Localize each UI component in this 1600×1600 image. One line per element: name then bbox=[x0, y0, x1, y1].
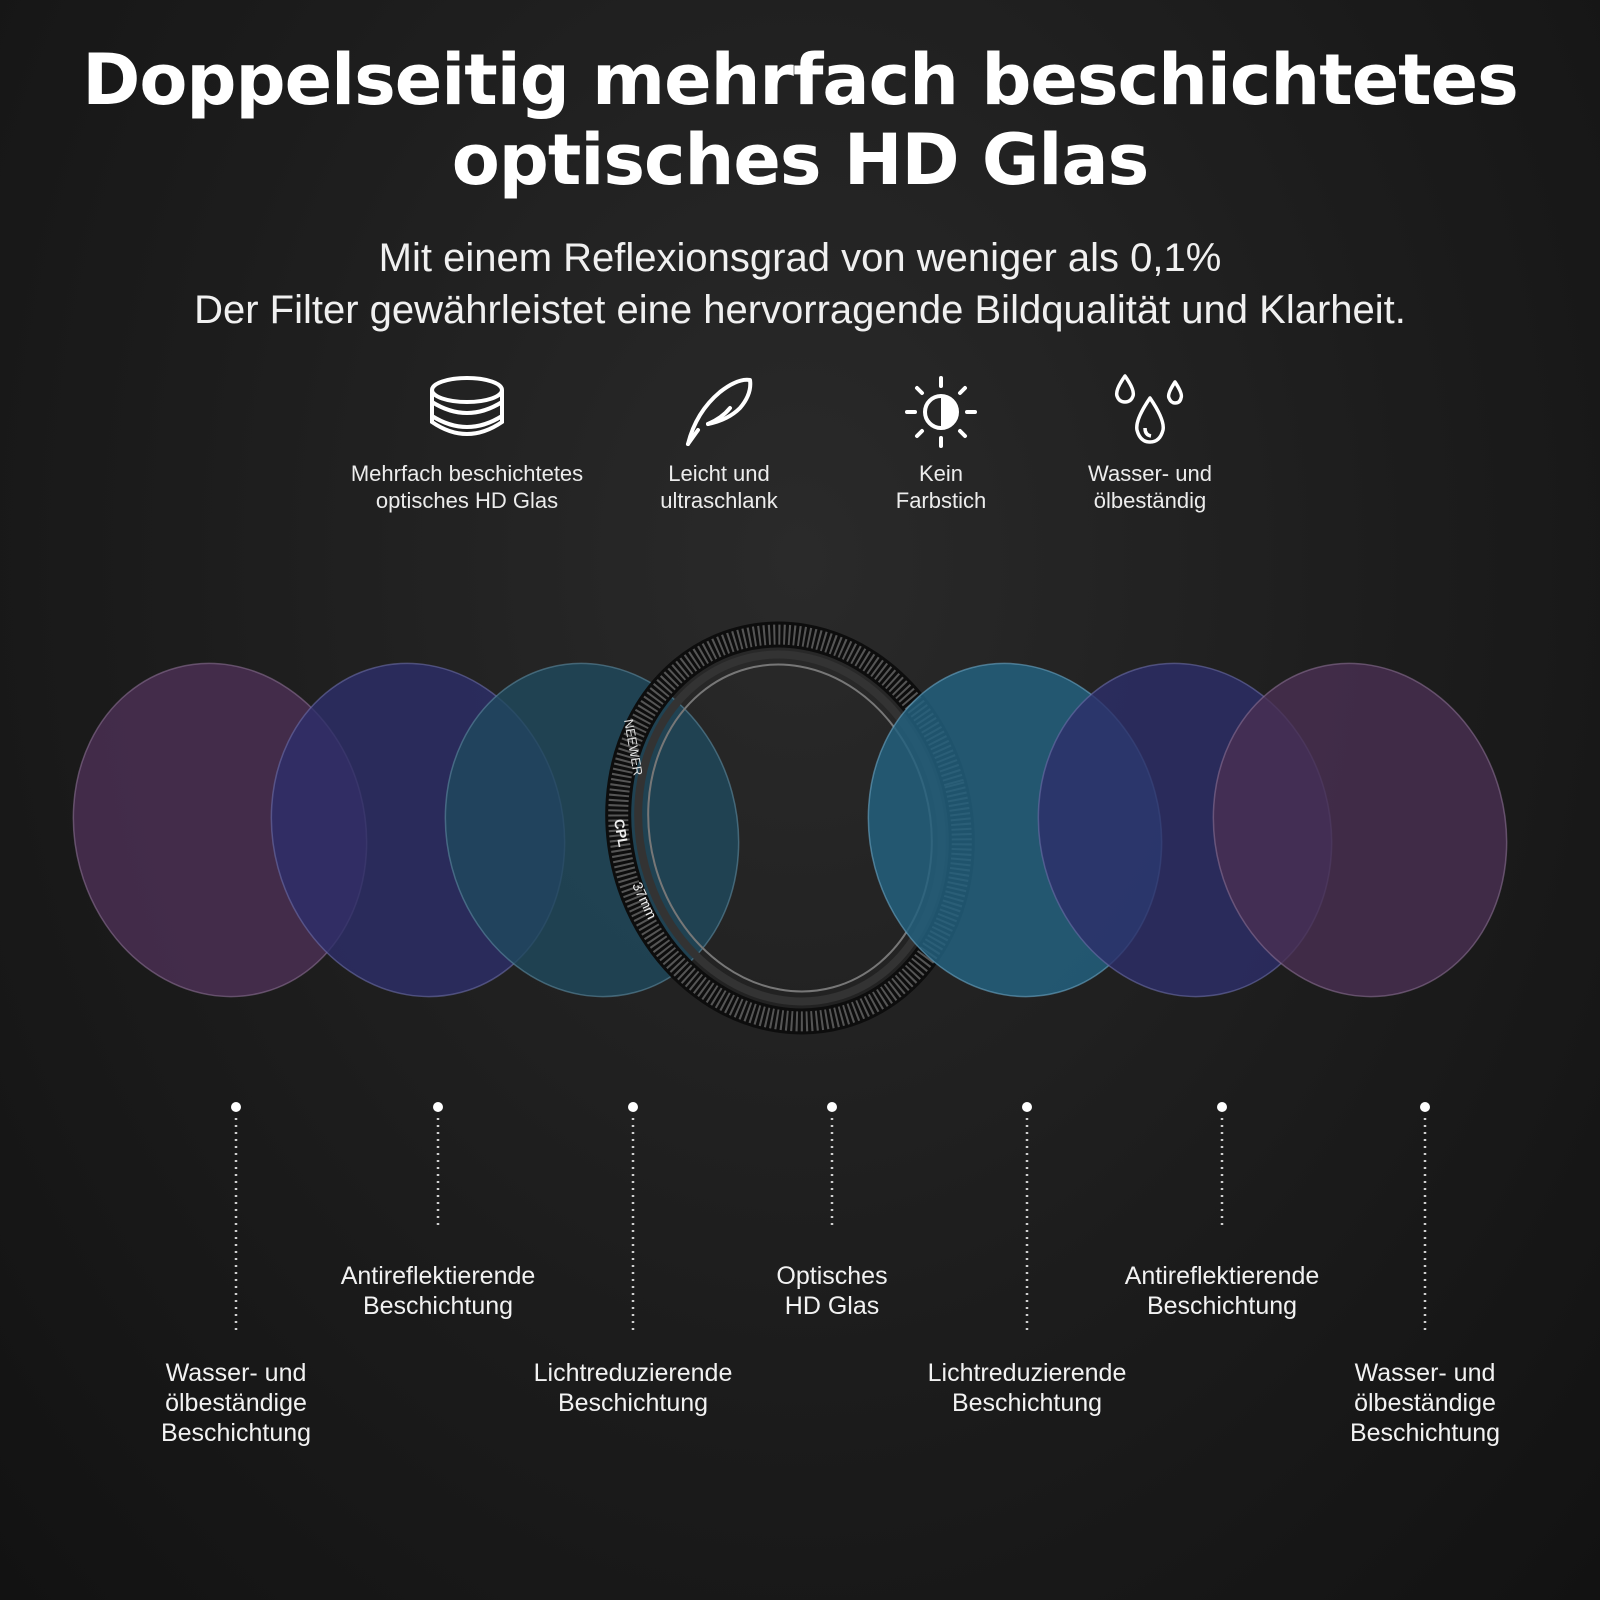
leader-dot bbox=[1022, 1102, 1032, 1112]
subtitle-line-2: Der Filter gewährleistet eine hervorragende Bildqualität und Klarheit. bbox=[194, 288, 1406, 332]
water-drops-icon bbox=[1109, 372, 1191, 452]
feature-label bbox=[327, 460, 607, 514]
callout-line: Beschichtung bbox=[1349, 1419, 1501, 1447]
callout-line: Lichtreduzierende bbox=[927, 1359, 1127, 1387]
feather-icon bbox=[678, 372, 760, 452]
feature-label-line: Farbstich bbox=[895, 488, 987, 513]
callout-light-reducing-right bbox=[897, 1358, 1157, 1418]
callout-line: Beschichtung bbox=[557, 1389, 709, 1417]
callout-line: Beschichtung bbox=[951, 1389, 1103, 1417]
feature-label-line: ölbeständig bbox=[1093, 488, 1207, 513]
callout-line: Wasser- und bbox=[1354, 1359, 1496, 1387]
leader-dot bbox=[827, 1102, 837, 1112]
feature-label-line: Leicht und bbox=[668, 461, 770, 486]
feature-multi-coated bbox=[327, 372, 607, 514]
feature-label-line: optisches HD Glas bbox=[375, 488, 559, 513]
callout-line: Antireflektierende bbox=[1124, 1262, 1320, 1290]
leader-dot bbox=[628, 1102, 638, 1112]
callout-line: Optisches bbox=[776, 1262, 888, 1290]
feature-water-resistant bbox=[1010, 372, 1290, 514]
subtitle-line-1: Mit einem Reflexionsgrad von weniger als 0,1% bbox=[378, 236, 1222, 280]
callout-line: Wasser- und bbox=[165, 1359, 307, 1387]
leader-dot bbox=[1420, 1102, 1430, 1112]
callout-line: ölbeständige bbox=[1354, 1389, 1496, 1417]
feature-label bbox=[1010, 460, 1290, 514]
ring-engraving-top: NEEWER bbox=[621, 717, 646, 777]
callout-line: Beschichtung bbox=[160, 1419, 312, 1447]
title-line-2: optisches HD Glas bbox=[451, 119, 1149, 201]
layer-group-right bbox=[831, 630, 1543, 1030]
feature-label-line: ultraschlank bbox=[660, 488, 778, 513]
sun-contrast-icon bbox=[900, 372, 982, 452]
leader-dot bbox=[433, 1102, 443, 1112]
layers-icon bbox=[426, 372, 508, 452]
page-title bbox=[0, 40, 1600, 200]
callout-line: Antireflektierende bbox=[340, 1262, 536, 1290]
subtitle bbox=[0, 232, 1600, 336]
callout-antireflective-left bbox=[308, 1261, 568, 1321]
callout-water-oil-right bbox=[1295, 1358, 1555, 1448]
ring-engraving-bottom: 37mm bbox=[629, 879, 661, 922]
callout-line: Lichtreduzierende bbox=[533, 1359, 733, 1387]
title-line-1: Doppelseitig mehrfach beschichtetes bbox=[82, 39, 1518, 121]
callout-line: Beschichtung bbox=[362, 1292, 514, 1320]
feature-label-line: Kein bbox=[918, 461, 964, 486]
coating-layers-diagram bbox=[0, 600, 1600, 1460]
callout-line: ölbeständige bbox=[165, 1389, 307, 1417]
leader-dot bbox=[1217, 1102, 1227, 1112]
feature-label-line: Wasser- und bbox=[1088, 461, 1212, 486]
leader-dot bbox=[231, 1102, 241, 1112]
callout-antireflective-right bbox=[1092, 1261, 1352, 1321]
callout-water-oil-left bbox=[106, 1358, 366, 1448]
feature-label-line: Mehrfach beschichtetes bbox=[350, 461, 584, 486]
callout-line: HD Glas bbox=[784, 1292, 880, 1320]
ring-engraving-mid: CPL bbox=[611, 817, 632, 849]
callout-light-reducing-left bbox=[503, 1358, 763, 1418]
callout-optical-glass bbox=[702, 1261, 962, 1321]
callout-line: Beschichtung bbox=[1146, 1292, 1298, 1320]
